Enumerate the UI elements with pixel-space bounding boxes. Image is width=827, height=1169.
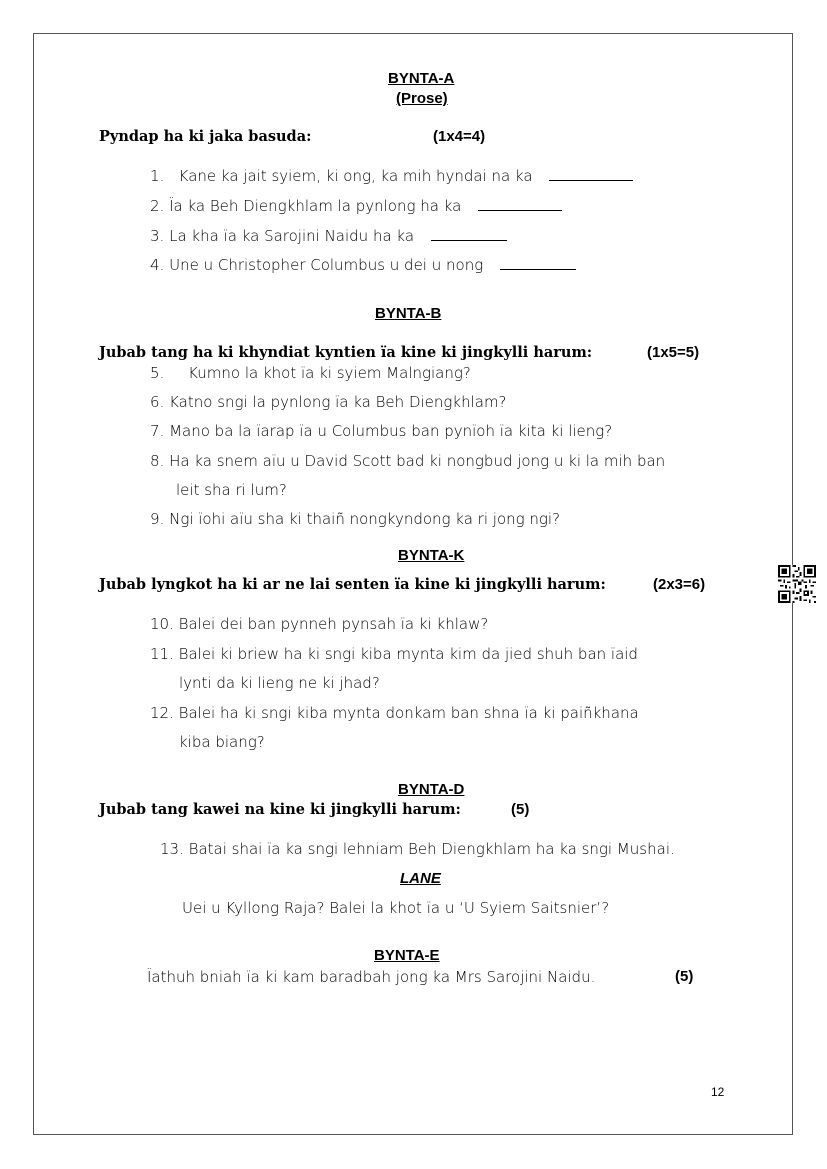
question-3	[150, 227, 507, 245]
section-e-marks: (5)	[675, 968, 694, 985]
question-text: Mano ba la ïarap ïa u Columbus ban pynïoh ïa kita ki lieng?	[169, 422, 613, 440]
or-label: LANE	[400, 870, 441, 887]
question-8	[150, 452, 665, 470]
question-text: Ha ka snem aïu u David Scott bad ki nongbud jong u ki la mih ban	[169, 452, 666, 470]
alternate-question: Uei u Kyllong Raja? Balei la khot ïa u ‘U Syiem Saitsnier’?	[182, 899, 610, 917]
section-b-marks: (1x5=5)	[647, 344, 700, 361]
question-number: 12.	[150, 704, 174, 722]
section-k-marks: (2x3=6)	[653, 576, 706, 593]
answer-blank[interactable]	[478, 198, 562, 211]
question-11-continuation: lynti da ki lieng ne ki jhad?	[179, 674, 380, 692]
question-number: 8.	[150, 452, 165, 470]
section-d-marks: (5)	[511, 801, 530, 818]
question-9	[150, 510, 560, 528]
section-d-instruction: Jubab tang kawei na kine ki jingkylli harum:	[99, 801, 461, 818]
question-6	[150, 393, 507, 411]
qr-code-icon	[778, 565, 816, 603]
question-text: Kumno la khot ïa ki syiem Malngiang?	[188, 364, 471, 382]
question-text: Kane ka jait syiem, ki ong, ka mih hyndai na ka	[178, 167, 533, 185]
section-b-instruction: Jubab tang ha ki khyndiat kyntien ïa kine ki jingkylli harum:	[99, 344, 593, 361]
question-11	[150, 645, 638, 663]
page-number: 12	[711, 1085, 725, 1099]
question-4	[150, 256, 576, 274]
answer-blank[interactable]	[500, 257, 576, 270]
question-text: Ïa ka Beh Diengkhlam la pynlong ha ka	[169, 197, 462, 215]
question-number: 11.	[150, 645, 174, 663]
question-text: Balei dei ban pynneh pynsah ïa ki khlaw?	[178, 615, 489, 633]
question-10	[150, 615, 488, 633]
question-number: 10.	[150, 615, 174, 633]
question-text: La kha ïa ka Sarojini Naidu ha ka	[169, 227, 415, 245]
question-text: Une u Christopher Columbus u dei u nong	[169, 256, 484, 274]
section-e-question	[147, 968, 595, 986]
question-12-continuation: kiba biang?	[179, 733, 265, 751]
question-number: 7.	[150, 422, 165, 440]
section-b-title: BYNTA-B	[375, 305, 442, 322]
question-text: Balei ha ki sngi kiba mynta donkam ban shna ïa ki paiñkhana	[178, 704, 639, 722]
question-7	[150, 422, 612, 440]
question-text: Ngi ïohi aïu sha ki thaiñ nongkyndong ka ri jong ngi?	[169, 510, 561, 528]
question-text: Ïathuh bniah ïa ki kam baradbah jong ka Mrs Sarojini Naidu.	[147, 968, 596, 986]
question-text: Batai shai ïa ka sngi lehniam Beh Diengkhlam ha ka sngi Mushai.	[188, 840, 675, 858]
section-d-title: BYNTA-D	[398, 781, 465, 798]
question-1	[150, 167, 633, 185]
question-text: Balei ki briew ha ki sngi kiba mynta kim da jied shuh ban ïaid	[178, 645, 638, 663]
question-13	[160, 840, 675, 858]
question-number: 2.	[150, 197, 165, 215]
section-k-title: BYNTA-K	[398, 547, 465, 564]
question-number: 9.	[150, 510, 165, 528]
question-number: 13.	[160, 840, 184, 858]
section-k-instruction: Jubab lyngkot ha ki ar ne lai senten ïa kine ki jingkylli harum:	[99, 576, 606, 593]
question-2	[150, 197, 562, 215]
question-number: 3.	[150, 227, 165, 245]
question-5	[150, 364, 471, 382]
answer-blank[interactable]	[431, 228, 507, 241]
question-number: 5.	[150, 364, 165, 382]
question-number: 6.	[150, 393, 165, 411]
question-number: 1.	[150, 167, 165, 185]
section-a-instruction: Pyndap ha ki jaka basuda:	[99, 128, 312, 145]
section-a-marks: (1x4=4)	[433, 128, 486, 145]
section-a-subtitle: (Prose)	[396, 90, 448, 107]
question-number: 4.	[150, 256, 165, 274]
question-text: Katno sngi la pynlong ïa ka Beh Diengkhlam?	[169, 393, 507, 411]
question-12	[150, 704, 639, 722]
question-8-continuation: leit sha ri lum?	[176, 481, 287, 499]
section-a-title: BYNTA-A	[388, 70, 455, 87]
answer-blank[interactable]	[549, 168, 633, 181]
section-e-title: BYNTA-E	[374, 947, 440, 964]
